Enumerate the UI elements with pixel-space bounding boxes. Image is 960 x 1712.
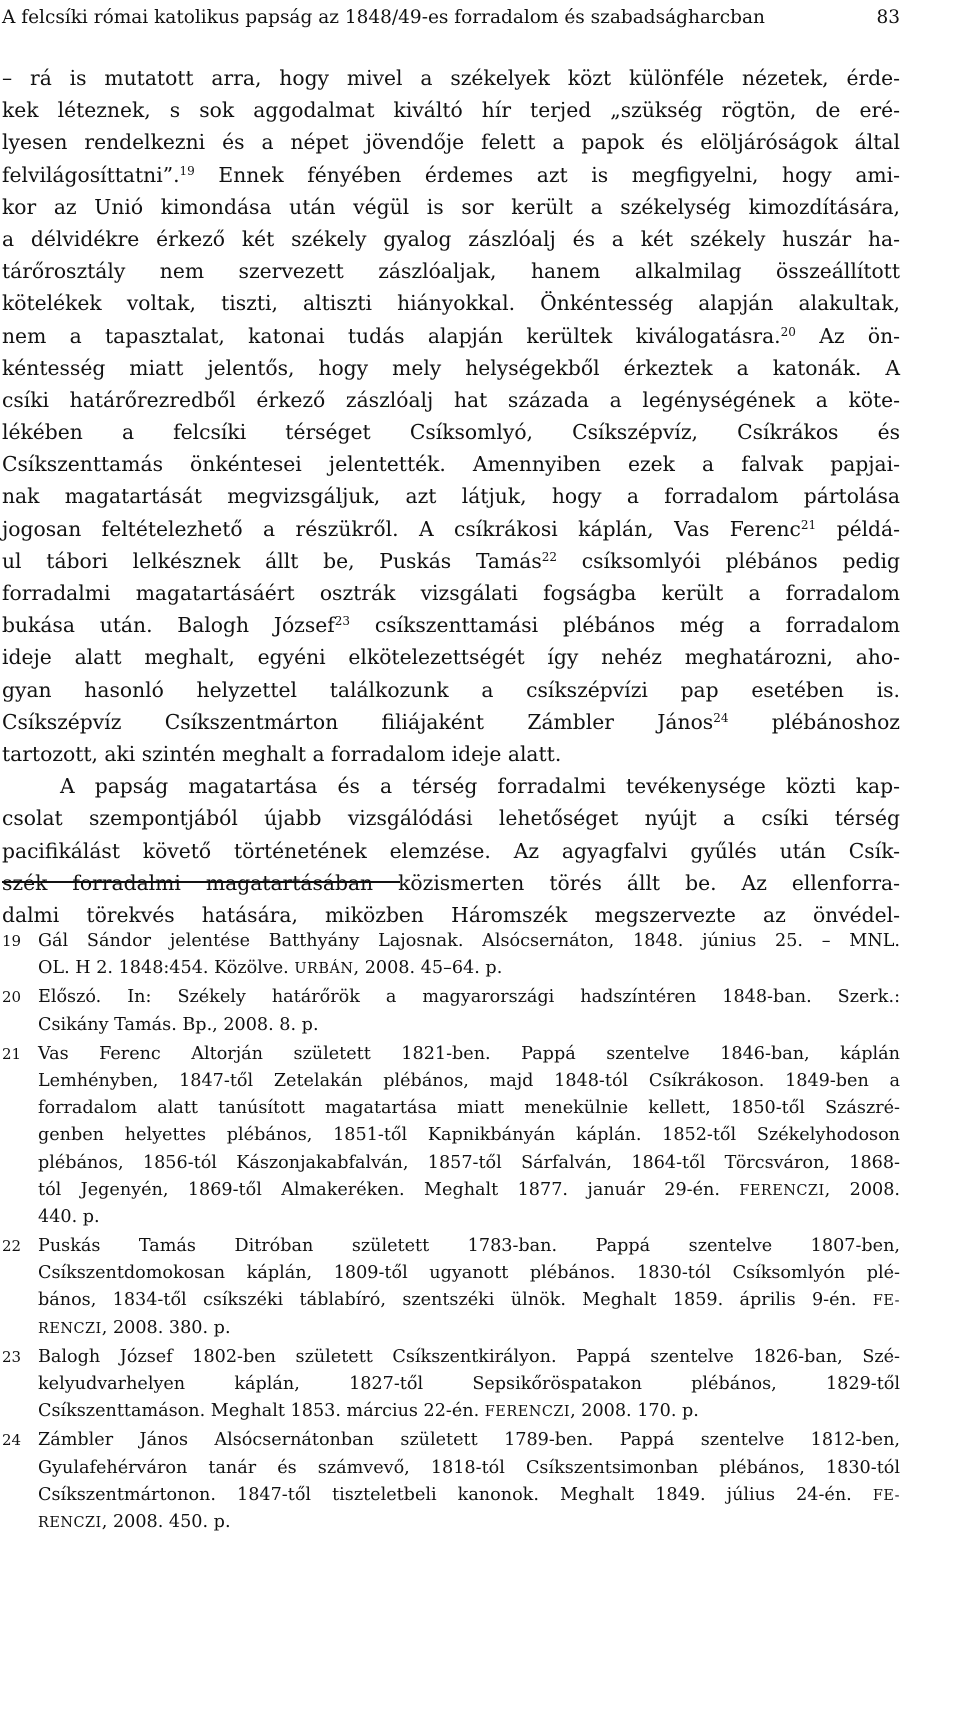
text-line: csíki határőrezredből érkező zászlóalj hat százada a legénységének a köte- bbox=[2, 387, 900, 412]
text-segment: bános, 1834-től csíkszéki táblabíró, szentszéki ülnök. Meghalt 1859. április 9-én. bbox=[38, 1290, 873, 1311]
footnote-line: Gál Sándor jelentése Batthyány Lajosnak. Alsócsernáton, 1848. június 25. – MNL. bbox=[38, 931, 900, 951]
text-segment: tól Jegenyén, 1869-től Almakeréken. Meghalt 1877. január 29-én. bbox=[38, 1179, 740, 1200]
main-text bbox=[2, 62, 900, 931]
footnote-line bbox=[38, 1287, 900, 1314]
text-line: ideje alatt meghalt, egyéni elkötelezettségét így nehéz meghatározni, aho- bbox=[2, 645, 900, 670]
text-segment: , 2008. 380. p. bbox=[101, 1317, 231, 1338]
author-smallcaps: FE- bbox=[872, 1487, 900, 1504]
text-line: dalmi törekvés hatására, miközben Háromszék megszervezte az önvédel- bbox=[2, 902, 900, 927]
text-line: csolat szempontjából újabb vizsgálódási lehetőséget nyújt a csíki térség bbox=[2, 806, 900, 831]
text-line: tárőrosztály nem szervezett zászlóaljak, hanem alkalmilag összeállított bbox=[2, 259, 900, 284]
footnote-line bbox=[38, 1177, 900, 1204]
text-segment: Csíkszentmártonon. 1847-től tiszteletbeli kanonok. Meghalt 1849. július 24-én. bbox=[38, 1484, 873, 1505]
footnote-line bbox=[38, 1315, 900, 1342]
footnote-20 bbox=[0, 984, 900, 1038]
footnote-21 bbox=[0, 1041, 900, 1231]
footnote-ref: 20 bbox=[780, 324, 796, 339]
author-smallcaps: RENCZI bbox=[38, 1514, 102, 1531]
text-segment: Az ön- bbox=[795, 323, 900, 348]
text-line: gyan hasonló helyzettel találkozunk a csíkszépvízi pap esetében is. bbox=[2, 677, 900, 702]
author-smallcaps: FERENCZI bbox=[484, 1404, 571, 1421]
footnote-number: 21 bbox=[2, 1044, 22, 1063]
footnote-line: 440. p. bbox=[38, 1206, 100, 1227]
text-segment: csíkszenttamási plébános még a forradalom bbox=[350, 613, 900, 638]
author-smallcaps: RENCZI bbox=[38, 1320, 102, 1337]
text-segment: bukása után. Balogh József bbox=[2, 613, 335, 638]
footnotes bbox=[0, 928, 900, 1538]
footnote-22 bbox=[0, 1233, 900, 1342]
footnote-line bbox=[38, 1509, 900, 1536]
footnote-ref: 19 bbox=[179, 163, 195, 178]
text-segment: , 2008. 45–64. p. bbox=[353, 958, 503, 979]
header-title: A felcsíki római katolikus papság az 1848/49-es forradalom és szabadságharcban bbox=[2, 7, 765, 28]
footnote-line: Balogh József 1802-ben született Csíkszentkirályon. Pappá szentelve 1826-ban, Szé- bbox=[38, 1346, 900, 1367]
text-line: nak magatartását megvizsgáljuk, azt látjuk, hogy a forradalom pártolása bbox=[2, 484, 900, 509]
footnote-24 bbox=[0, 1427, 900, 1536]
text-line: Csíkszenttamás önkéntesei jelentették. Amennyiben ezek a falvak papjai- bbox=[2, 452, 900, 477]
footnote-line bbox=[38, 1482, 900, 1509]
footnote-line: kelyudvarhelyen káplán, 1827-től Sepsikőröspatakon plébános, 1829-től bbox=[38, 1374, 900, 1394]
footnote-line: Előszó. In: Székely határőrök a magyarországi hadszíntéren 1848-ban. Szerk.: bbox=[38, 987, 900, 1008]
footnote-ref: 24 bbox=[713, 710, 729, 725]
text-line: kek léteznek, s sok aggodalmat kiváltó hír terjed „szükség rögtön, de eré- bbox=[2, 98, 900, 123]
text-segment: példá- bbox=[816, 516, 900, 541]
page-number: 83 bbox=[876, 7, 900, 28]
text-segment: , 2008. bbox=[824, 1179, 900, 1200]
footnote-line: Gyulafehérváron tanár és számvevő, 1818-tól Csíkszentsimonban plébános, 1830-tól bbox=[38, 1457, 900, 1478]
text-line: forradalmi magatartásáért osztrák vizsgálati fogságba került a forradalom bbox=[2, 581, 900, 605]
text-line: lékében a felcsíki térséget Csíksomlyó, Csíkszépvíz, Csíkrákos és bbox=[2, 420, 900, 445]
text-line bbox=[2, 706, 900, 738]
footnote-number: 19 bbox=[2, 932, 22, 950]
footnote-23 bbox=[0, 1344, 900, 1426]
footnote-line: Vas Ferenc Altorján született 1821-ben. Pappá szentelve 1846-ban, káplán bbox=[38, 1043, 900, 1064]
text-line: pacifikálást követő történetének elemzése. Az agyagfalvi gyűlés után Csík- bbox=[2, 838, 900, 863]
text-segment: nem a tapasztalat, katonai tudás alapján kerültek kiválogatásra. bbox=[2, 323, 781, 348]
text-segment: OL. H 2. 1848:454. Közölve. bbox=[38, 958, 295, 979]
footnote-line: Puskás Tamás Ditróban született 1783-ban. Pappá szentelve 1807-ben, bbox=[38, 1236, 900, 1257]
text-line: lyesen rendelkezni és a népet jövendője felett a papok és elöljáróságok által bbox=[2, 130, 900, 155]
text-segment: plébánoshoz bbox=[728, 709, 900, 734]
footnote-line: Csíkszentdomokosan káplán, 1809-től ugyanott plébános. 1830-tól Csíksomlyón plé- bbox=[38, 1263, 900, 1284]
text-line bbox=[2, 320, 900, 352]
text-segment: jogosan feltételezhető a részükről. A csíkrákosi káplán, Vas Ferenc bbox=[2, 516, 801, 541]
author-smallcaps: FERENCZI bbox=[739, 1182, 825, 1199]
footnote-line: plébános, 1856-tól Kászonjakabfalván, 1857-től Sárfalván, 1864-től Törcsváron, 1868- bbox=[38, 1152, 900, 1173]
text-segment: csíksomlyói plébános pedig bbox=[557, 548, 900, 573]
footnote-line: Zámbler János Alsócsernátonban született 1789-ben. Pappá szentelve 1812-ben, bbox=[38, 1430, 900, 1451]
text-segment: Csíkszépvíz Csíkszentmárton filiájaként Zámbler János bbox=[2, 709, 714, 734]
footnote-line bbox=[38, 1398, 900, 1425]
text-segment: Csíkszenttamáson. Meghalt 1853. március 22-én. bbox=[38, 1401, 485, 1422]
text-line: A papság magatartása és a térség forradalmi tevékenysége közti kap- bbox=[60, 774, 900, 799]
text-line: szék forradalmi magatartásában közismerten törés állt be. Az ellenforra- bbox=[2, 870, 900, 895]
text-line bbox=[2, 513, 900, 545]
text-segment: ul tábori lelkésznek állt be, Puskás Tamás bbox=[2, 548, 542, 573]
text-segment: felvilágosíttatni”. bbox=[2, 162, 180, 187]
footnote-line: Csikány Tamás. Bp., 2008. 8. p. bbox=[38, 1014, 319, 1035]
author-smallcaps: URBÁN bbox=[294, 961, 354, 978]
text-segment: Ennek fényében érdemes azt is megfigyelni, hogy ami- bbox=[194, 162, 900, 187]
footnote-number: 23 bbox=[2, 1347, 22, 1366]
author-smallcaps: FE- bbox=[872, 1293, 900, 1310]
footnote-line: genben helyettes plébános, 1851-től Kapnikbányán káplán. 1852-től Székelyhodoson bbox=[38, 1125, 900, 1146]
text-segment: , 2008. 450. p. bbox=[101, 1511, 231, 1532]
text-segment: , 2008. 170. p. bbox=[570, 1401, 699, 1422]
footnote-number: 20 bbox=[2, 988, 22, 1007]
text-line: kötelékek voltak, tiszti, altiszti hiányokkal. Önkéntesség alapján alakultak, bbox=[2, 291, 900, 316]
footnote-line bbox=[38, 955, 900, 982]
footnote-ref: 21 bbox=[800, 517, 817, 532]
footnote-ref: 22 bbox=[541, 549, 558, 564]
footnote-line: Lemhényben, 1847-től Zetelakán plébános, majd 1848-tól Csíkrákoson. 1849-ben a bbox=[38, 1070, 900, 1091]
text-line: kor az Unió kimondása után végül is sor került a székelység kimozdítására, bbox=[2, 194, 900, 219]
text-line bbox=[2, 159, 900, 191]
text-line bbox=[2, 545, 900, 577]
running-header bbox=[2, 4, 900, 32]
text-line: – rá is mutatott arra, hogy mivel a székelyek közt különféle nézetek, érde- bbox=[2, 66, 900, 90]
footnote-19 bbox=[0, 928, 900, 982]
footnote-separator bbox=[2, 881, 400, 883]
footnote-number: 22 bbox=[2, 1237, 22, 1256]
footnote-line: forradalom alatt tanúsított magatartása miatt menekülnie kellett, 1850-től Szászré- bbox=[38, 1098, 900, 1119]
text-line bbox=[2, 609, 900, 641]
text-line: tartozott, aki szintén meghalt a forradalom ideje alatt. bbox=[2, 741, 562, 766]
text-line: kéntesség miatt jelentős, hogy mely helységekből érkeztek a katonák. A bbox=[2, 355, 900, 380]
text-line: a délvidékre érkező két székely gyalog zászlóalj és a két székely huszár ha- bbox=[2, 226, 900, 251]
footnote-number: 24 bbox=[2, 1431, 22, 1450]
footnote-ref: 23 bbox=[334, 614, 351, 629]
